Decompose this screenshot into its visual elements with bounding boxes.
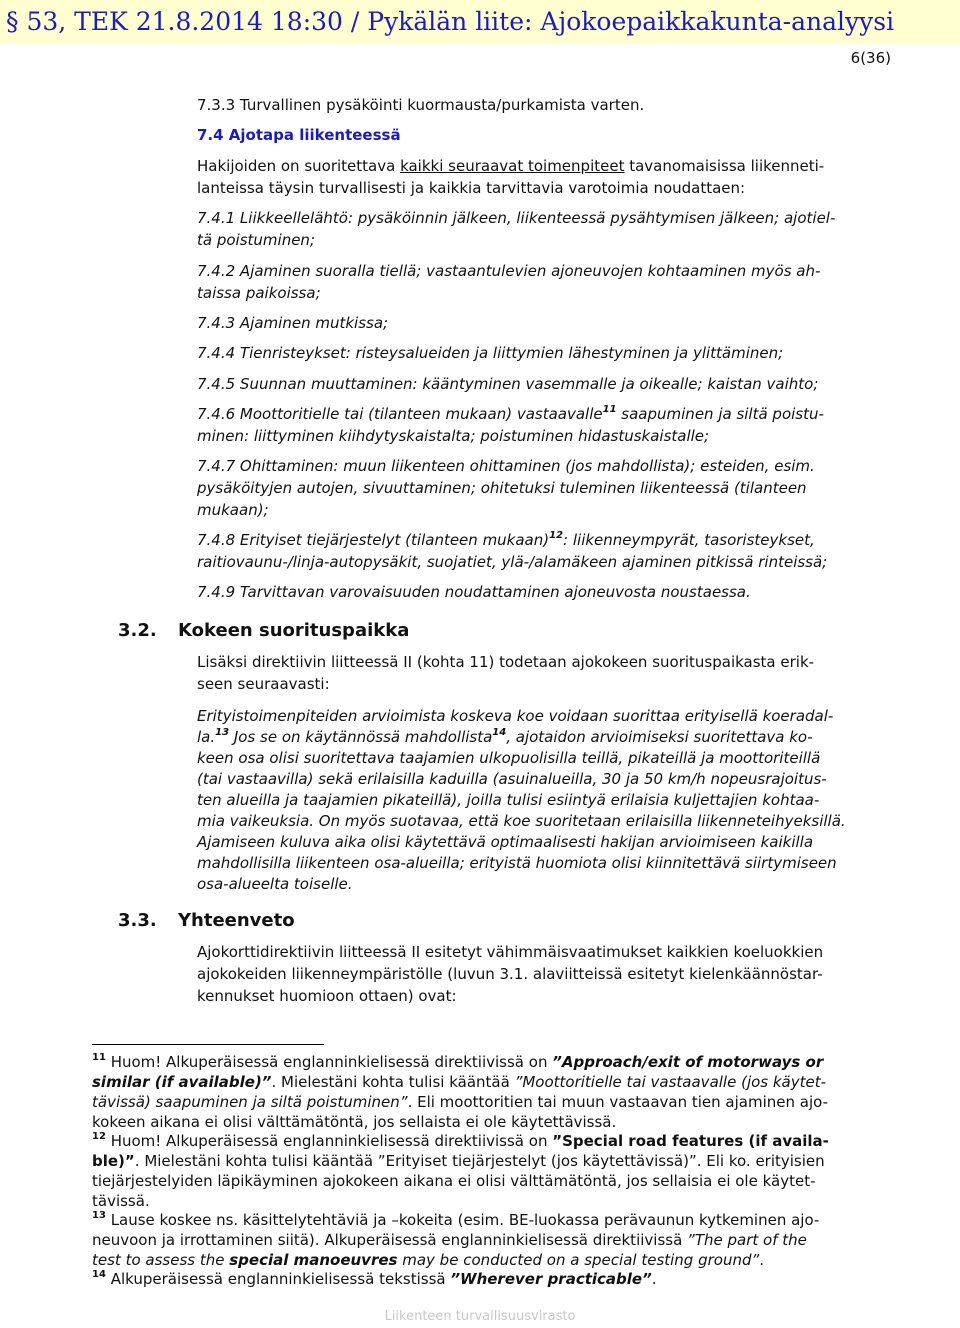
footnote-13-line2 [92,1231,807,1251]
item-7-4-3: 7.4.3 Ajaminen mutkissa; [197,314,389,332]
section-3-3-para-line1: Ajokorttidirektiivin liitteessä II esitetyt vähimmäisvaatimukset kaikkien koeluokkien [197,943,824,961]
footnote-italic: test to assess the [92,1251,230,1269]
item-text: 7.4.8 Erityiset tiejärjestelyt (tilanteen mukaan) [197,531,550,549]
para-text: Hakijoiden on suoritettava [197,157,401,175]
quote-line1: Erityistoimenpiteiden arvioimista koskeva koe voidaan suorittaa erityisellä koeradal- [197,707,834,725]
item-7-4-7-line2: pysäköityjen autojen, sivuuttaminen; ohitetuksi tuleminen liikenteessä (tilanteen [197,479,807,497]
document-header-bar: § 53, TEK 21.8.2014 18:30 / Pykälän liite: Ajokoepaikkakunta-analyysi [0,0,960,44]
section-3-2-number: 3.2. [118,620,157,641]
footnote-italic: tävissä) saapuminen ja siltä poistuminen” [92,1093,408,1111]
footnote-number: 11 [92,1052,106,1063]
item-7-4-8-line2: raitiovaunu-/linja-autopysäkit, suojatiet, ylä-/alamäkeen ajaminen pitkissä rinteissä; [197,553,828,571]
footnote-text: Huom! Alkuperäisessä englanninkielisessä direktiivissä on [105,1053,553,1071]
footnote-number: 13 [92,1210,106,1221]
page-footer: Liikenteen turvallisuusvirasto [384,1309,576,1324]
item-7-4-7-line1: 7.4.7 Ohittaminen: muun liikenteen ohittaminen (jos mahdollista); esteiden, esim. [197,457,815,475]
footnote-emphasis: ”Approach/exit of motorways or [552,1053,824,1071]
footnote-emphasis: ble)” [92,1152,135,1170]
footnote-text: . [651,1270,657,1288]
footnote-11-line4: kokeen aikana ei olisi välttämätöntä, jos sellaista ei ole käytettävissä. [92,1113,617,1131]
footnote-text: . Mielestäni kohta tulisi kääntää ”Erityiset tiejärjestelyt (jos käytettävissä)”. Eli ko. erityisien [134,1152,825,1170]
section-3-2-para-line1: Lisäksi direktiivin liitteessä II (kohta 11) todetaan ajokokeen suorituspaikasta erik- [197,653,815,671]
section-7-4-heading: 7.4 Ajotapa liikenteessä [197,126,401,144]
item-text: 7.4.6 Moottoritielle tai (tilanteen mukaan) vastaavalle [197,405,603,423]
footnote-12-line4: tävissä. [92,1192,150,1210]
page-number: 6(36) [850,49,891,67]
section-3-3-title: Yhteenveto [178,910,295,931]
item-7-4-6-line2: minen: liittyminen kiihdytyskaistalta; poistuminen hidastuskaistalle; [197,427,710,445]
footnote-13-line1 [92,1211,819,1233]
footnote-number: 12 [92,1131,106,1142]
footnote-emphasis: ”Wherever practicable” [450,1270,652,1288]
quote-text: Jos se on käytännössä mahdollista [229,728,493,746]
footnote-italic: ”Moottoritielle tai vastaavalle (jos käytet- [514,1073,827,1091]
footnote-ref-14[interactable]: 14 [492,727,507,738]
footnote-emphasis: similar (if available)” [92,1073,272,1091]
footnote-text: . Eli moottoritien tai muun vastaavan tien ajaminen ajo- [407,1093,828,1111]
footnote-12-line2 [92,1152,825,1172]
item-7-4-8-line1 [197,530,815,554]
section-3-2-title: Kokeen suorituspaikka [178,620,410,641]
section-7-4-para-line1 [197,156,824,178]
footnote-text: Lause koskee ns. käsittelytehtäviä ja –kokeita (esim. BE-luokassa perävaunun kytkeminen ajo- [105,1211,820,1229]
section-3-2-para-line2: seen seuraavasti: [197,675,330,693]
footnote-italic: ”The part of the [687,1231,807,1249]
footnote-12-line1 [92,1132,829,1154]
footnote-11-line3 [92,1093,828,1113]
footnote-13-line3 [92,1251,764,1271]
quote-line3: keen osa olisi suoritettava taajamien ulkopuolisilla teillä, pikateillä ja moottoriteillä [197,749,821,767]
section-3-3-para-line3: kennukset huomioon ottaen) ovat: [197,987,457,1005]
footnote-12-line3: tiejärjestelyiden läpikäyminen ajokokeen aikana ei olisi välttämätöntä, jos sellaisia ei ole käytet- [92,1172,816,1190]
quote-line6: mia vaikeuksia. On myös suotavaa, että koe suoritetaan erilaisilla liikenneteihyeksillä. [197,812,846,830]
item-7-4-4: 7.4.4 Tienristeykset: risteysalueiden ja liittymien lähestyminen ja ylittäminen; [197,344,784,362]
quote-line5: ten alueilla ja taajamien pikateillä), joilla tulisi esiintyä erilaisia kuljettajien kohtaa- [197,791,820,809]
section-3-3-number: 3.3. [118,910,157,931]
intro-line: 7.3.3 Turvallinen pysäköinti kuormausta/purkamista varten. [197,96,645,114]
item-text: saapuminen ja siltä poistu- [616,405,824,423]
footnote-text: . Mielestäni kohta tulisi kääntää [271,1073,515,1091]
footnote-italic: may be conducted on a special testing ground” [397,1251,760,1269]
item-7-4-5: 7.4.5 Suunnan muuttaminen: kääntyminen vasemmalle ja oikealle; kaistan vaihto; [197,375,819,393]
underlined-phrase: kaikki seuraavat toimenpiteet [400,157,625,175]
quote-line8: mahdollisilla liikenteen osa-alueilla; erityistä huomiota olisi kiinnitettävä siirtymiseen [197,854,837,872]
footnote-text: Alkuperäisessä englanninkielisessä tekstissä [105,1270,451,1288]
footnote-11-line2 [92,1073,826,1093]
item-7-4-7-line3: mukaan); [197,501,269,519]
para-text: tavanomaisissa liikenneti- [624,157,825,175]
quote-line2 [197,727,813,751]
footnote-ref-13[interactable]: 13 [215,727,230,738]
item-7-4-6-line1 [197,404,824,428]
quote-text: la. [197,728,216,746]
section-7-4-para-line2: lanteissa täysin turvallisesti ja kaikkia tarvittavia varotoimia noudattaen: [197,179,746,197]
footnote-ref-12[interactable]: 12 [549,530,564,541]
item-text: : liikenneympyrät, tasoristeykset, [563,531,815,549]
footnote-text: . [759,1251,765,1269]
footnote-emphasis: ”Special road features (if availa- [552,1132,829,1150]
item-7-4-2-line2: taissa paikoissa; [197,284,321,302]
item-7-4-2-line1: 7.4.2 Ajaminen suoralla tiellä; vastaantulevien ajoneuvojen kohtaaminen myös ah- [197,262,821,280]
footnote-text: neuvoon ja irrottaminen siitä). Alkuperäisessä englanninkielisessä direktiivissä [92,1231,688,1249]
quote-line7: Ajamiseen kuluva aika olisi käytettävä optimaalisesti hakijan arvioimiseen kaikilla [197,833,814,851]
footnote-14-line1 [92,1270,657,1292]
item-7-4-9: 7.4.9 Tarvittavan varovaisuuden noudattaminen ajoneuvosta noustaessa. [197,583,751,601]
item-7-4-1-line1: 7.4.1 Liikkeellelähtö: pysäköinnin jälkeen, liikenteessä pysähtymisen jälkeen; ajotiel- [197,209,836,227]
quote-line4: (tai vastaavilla) sekä erilaisilla kaduilla (asuinalueilla, 30 ja 50 km/h nopeusrajoitus- [197,770,827,788]
footnote-emphasis: special manoeuvres [229,1251,398,1269]
footnote-text: Huom! Alkuperäisessä englanninkielisessä direktiivissä on [105,1132,553,1150]
item-7-4-1-line2: tä poistuminen; [197,231,315,249]
section-3-3-para-line2: ajokokeiden liikenneympäristölle (luvun 3.1. alaviitteissä esitetyt kielenkäännöstar- [197,965,823,983]
footnote-11-line1 [92,1053,823,1075]
footnote-ref-11[interactable]: 11 [602,404,617,415]
footnote-number: 14 [92,1269,106,1280]
footnote-separator [92,1044,324,1045]
quote-line9: osa-alueelta toiselle. [197,875,353,893]
quote-text: , ajotaidon arvioimiseksi suoritettava ko- [506,728,813,746]
